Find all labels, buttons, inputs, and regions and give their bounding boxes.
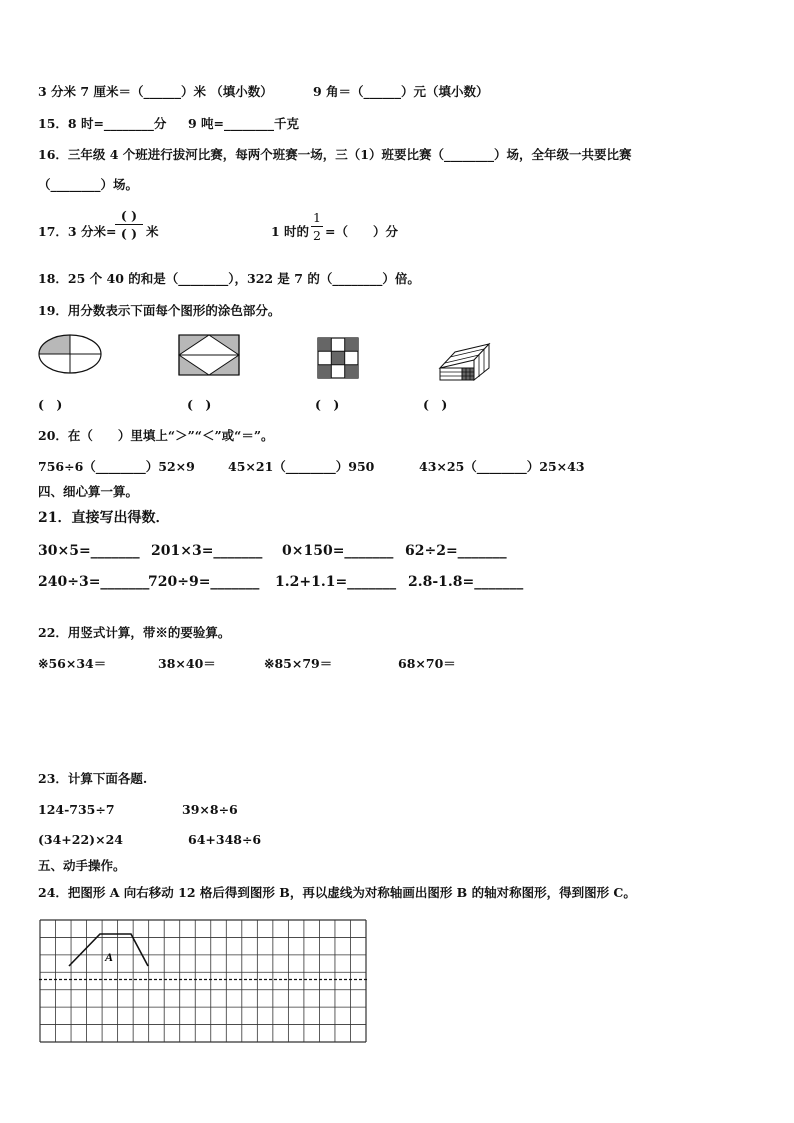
- q17-b-prefix: 1 时的: [271, 224, 310, 239]
- q24-text: 24．把图形 A 向右移动 12 格后得到图形 B，再以虚线为对称轴画出图形 B 的轴对称图形，得到图形 C。: [38, 885, 636, 900]
- q19-text: 19．用分数表示下面每个图形的涂色部分。: [38, 303, 281, 318]
- q21-row1-item-1: 30×5=_______: [38, 543, 140, 559]
- q15-part-b: 9 吨=________千克: [188, 116, 300, 131]
- q21-row2-item-1: 240÷3=_______: [38, 574, 150, 590]
- q22-item-2: 38×40＝: [158, 656, 216, 671]
- section-4-title: 四、细心算一算。: [38, 484, 139, 499]
- q17-a-prefix: 17．3 分米=: [38, 224, 117, 239]
- q23-text: 23．计算下面各题.: [38, 771, 148, 786]
- q16-line1: 16．三年级 4 个班进行拔河比赛，每两个班赛一场，三（1）班要比赛（________）场，全年级一共要比赛: [38, 147, 632, 162]
- q17-b-numerator: 1: [313, 210, 321, 225]
- fraction-bar: [311, 226, 323, 227]
- q24-grid-figure: [39, 919, 367, 1043]
- shape-a-label: A: [105, 950, 114, 964]
- grid-square-figure: [317, 337, 361, 381]
- q17-a-suffix: 米: [146, 224, 159, 239]
- q22-item-1: ※56×34＝: [38, 656, 107, 671]
- q23-item-2: 39×8÷6: [182, 802, 238, 817]
- q21-row1-item-3: 0×150=_______: [282, 543, 394, 559]
- q15-part-a: 15．8 时=________分: [38, 116, 167, 131]
- q22-item-4: 68×70＝: [398, 656, 456, 671]
- q21-text: 21．直接写出得数．: [38, 510, 170, 526]
- rectangle-diamond-figure: [178, 334, 240, 376]
- q14-part-b: 9 角＝（______）元（填小数）: [313, 84, 489, 99]
- q21-row2-item-3: 1.2+1.1=_______: [275, 574, 397, 590]
- q23-item-4: 64+348÷6: [188, 832, 262, 847]
- q21-row1-item-2: 201×3=_______: [151, 543, 263, 559]
- q17-a-denominator: ( ): [120, 226, 138, 241]
- stacked-bars-figure: [437, 340, 491, 382]
- q21-row2-item-4: 2.8-1.8=_______: [408, 574, 524, 590]
- q14-part-a: 3 分米 7 厘米＝（______）米 （填小数）: [38, 84, 273, 99]
- q19-answer-1: ( ): [38, 397, 63, 412]
- q20-item-2: 45×21（________）950: [228, 459, 375, 474]
- q19-answer-4: ( ): [423, 397, 448, 412]
- q20-item-3: 43×25（________）25×43: [419, 459, 585, 474]
- q18-text: 18．25 个 40 的和是（________），322 是 7 的（________）倍。: [38, 271, 420, 286]
- ellipse-figure: [37, 333, 103, 377]
- q23-item-1: 124-735÷7: [38, 802, 115, 817]
- q17-a-fraction: [115, 208, 143, 241]
- fraction-bar: [115, 224, 143, 225]
- q16-line2: （________）场。: [38, 177, 139, 192]
- section-5-title: 五、动手操作。: [38, 858, 126, 873]
- q21-row2-item-2: 720÷9=_______: [148, 574, 260, 590]
- q23-item-3: (34+22)×24: [38, 832, 123, 847]
- q17-b-suffix: =（ ）分: [325, 224, 398, 239]
- q17-a-numerator: ( ): [120, 208, 138, 223]
- q17-b-fraction: [311, 210, 323, 243]
- q19-answer-2: ( ): [187, 397, 212, 412]
- q21-row1-item-4: 62÷2=_______: [405, 543, 507, 559]
- q20-text: 20．在（ ）里填上“＞”“＜”或“＝”。: [38, 428, 274, 443]
- q19-answer-3: ( ): [315, 397, 340, 412]
- q17-b-denominator: 2: [313, 228, 321, 243]
- grid-lines: [40, 920, 366, 1042]
- q22-item-3: ※85×79＝: [264, 656, 333, 671]
- q22-text: 22．用竖式计算，带※的要验算。: [38, 625, 231, 640]
- q20-item-1: 756÷6（________）52×9: [38, 459, 195, 474]
